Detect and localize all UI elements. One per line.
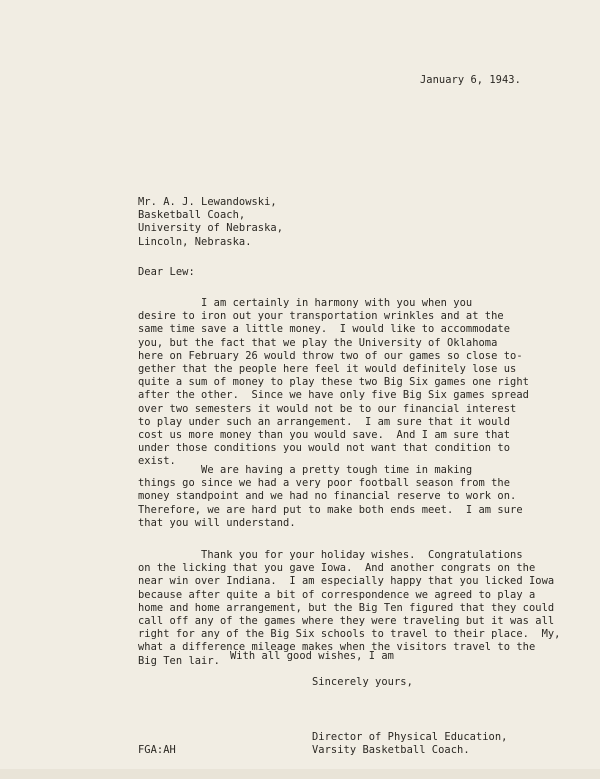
paragraph-line: cost us more money than you would save. And I am sure that <box>138 429 511 442</box>
recipient-line: Mr. A. J. Lewandowski, <box>138 196 277 208</box>
paragraph-line: same time save a little money. I would like to accommodate <box>138 323 511 336</box>
paragraph-line: money standpoint and we had no financial reserve to work on. <box>138 490 517 503</box>
paragraph-line: that you will understand. <box>138 516 296 529</box>
paragraph-line: things go since we had a very poor football season from the <box>138 477 511 490</box>
paragraph-line: quite a sum of money to play these two Big Six games one right <box>138 376 529 389</box>
paragraph-line: you, but the fact that we play the University of Oklahoma <box>138 336 498 349</box>
paragraph-line: Therefore, we are hard put to make both ends meet. I am sure <box>138 503 523 516</box>
recipient-address <box>138 196 283 249</box>
paragraph-line: what a difference mileage makes when the visitors travel to the <box>138 641 536 654</box>
paragraph-line: Big Ten lair. <box>138 654 220 667</box>
recipient-line: Basketball Coach, <box>138 209 246 222</box>
recipient-line: University of Nebraska, <box>138 222 284 235</box>
salutation: Dear Lew: <box>138 266 195 278</box>
signature-line: Director of Physical Education, <box>312 731 508 743</box>
paragraph-line: right for any of the Big Six schools to travel to their place. My, <box>138 628 561 641</box>
complimentary-close: Sincerely yours, <box>312 676 413 688</box>
paragraph-line: call off any of the games where they were traveling but it was all <box>138 615 555 628</box>
signature-title <box>312 731 507 757</box>
paragraph-line: to play under such an arrangement. I am sure that it would <box>138 415 511 428</box>
body-paragraph-2 <box>138 464 523 530</box>
paragraph-line: over two semesters it would not be to our financial interest <box>138 402 517 415</box>
paragraph-line: We are having a pretty tough time in making <box>138 464 473 476</box>
paragraph-line: exist. <box>138 455 176 468</box>
paragraph-line: gether that the people here feel it would definitely lose us <box>138 363 517 376</box>
paragraph-line: after the other. Since we have only five Big Six games spread <box>138 389 529 402</box>
recipient-line: Lincoln, Nebraska. <box>138 235 252 248</box>
reference-initials: FGA:AH <box>138 744 176 756</box>
closing-wishes: With all good wishes, I am <box>230 650 394 662</box>
body-paragraph-1 <box>138 297 529 469</box>
paragraph-line: Thank you for your holiday wishes. Congratulations <box>138 549 523 561</box>
paragraph-line: on the licking that you gave Iowa. And another congrats on the <box>138 562 536 575</box>
paragraph-line: I am certainly in harmony with you when you <box>138 297 473 309</box>
paragraph-line: near win over Indiana. I am especially happy that you licked Iowa <box>138 575 555 588</box>
paragraph-line: here on February 26 would throw two of our games so close to- <box>138 349 523 362</box>
letter-date: January 6, 1943. <box>420 74 521 86</box>
signature-line: Varsity Basketball Coach. <box>312 744 470 757</box>
paragraph-line: home and home arrangement, but the Big Ten figured that they could <box>138 601 555 614</box>
paragraph-line: desire to iron out your transportation wrinkles and at the <box>138 310 504 323</box>
paragraph-line: under those conditions you would not want that condition to <box>138 442 511 455</box>
paragraph-line: because after quite a bit of correspondence we agreed to play a <box>138 588 536 601</box>
